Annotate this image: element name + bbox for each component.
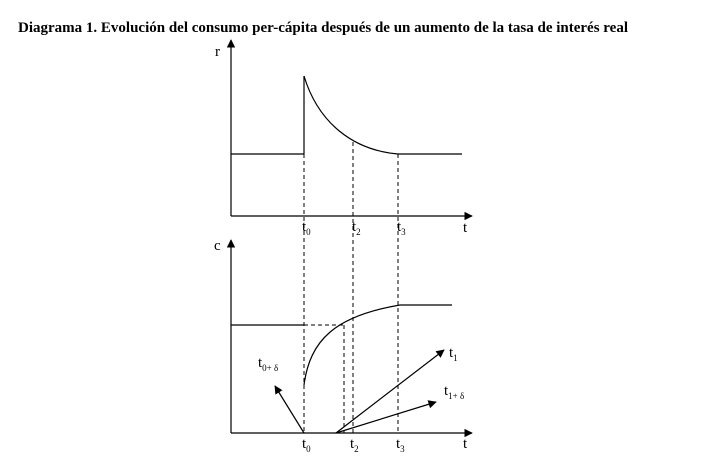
- bottom-tick-t0: $t_0$: [302, 436, 311, 454]
- top-panel: [215, 40, 472, 237]
- diagram-title: Diagrama 1. Evolución del consumo per-cápita después de un aumento de la tasa de interés real: [18, 20, 628, 36]
- top-tick-t0: $t_0$: [302, 219, 311, 237]
- top-tick-t3: $t_3$: [397, 219, 406, 237]
- top-tick-t2: $t_2$: [352, 219, 361, 237]
- label-t1: $t_1$: [449, 345, 458, 363]
- bottom-tick-t2: $t_2$: [350, 436, 359, 454]
- time-guides: [304, 142, 398, 433]
- top-y-label: r: [215, 44, 220, 60]
- top-x-label: t: [463, 220, 468, 236]
- arrow-t1: [336, 350, 444, 433]
- label-t1-delta: $t_{1+ \delta}$: [444, 383, 465, 401]
- bottom-tick-t3: $t_3$: [396, 436, 405, 454]
- bottom-x-label: t: [463, 436, 468, 452]
- arrow-t0-delta: [275, 386, 304, 433]
- arrow-t1-delta: [336, 402, 436, 433]
- c-growth-curve: [304, 305, 400, 385]
- label-t0-delta: $t_{0+ \delta}$: [258, 355, 279, 373]
- bottom-y-label: c: [214, 238, 221, 254]
- bottom-panel: [214, 238, 472, 454]
- r-decay-curve: [304, 76, 398, 154]
